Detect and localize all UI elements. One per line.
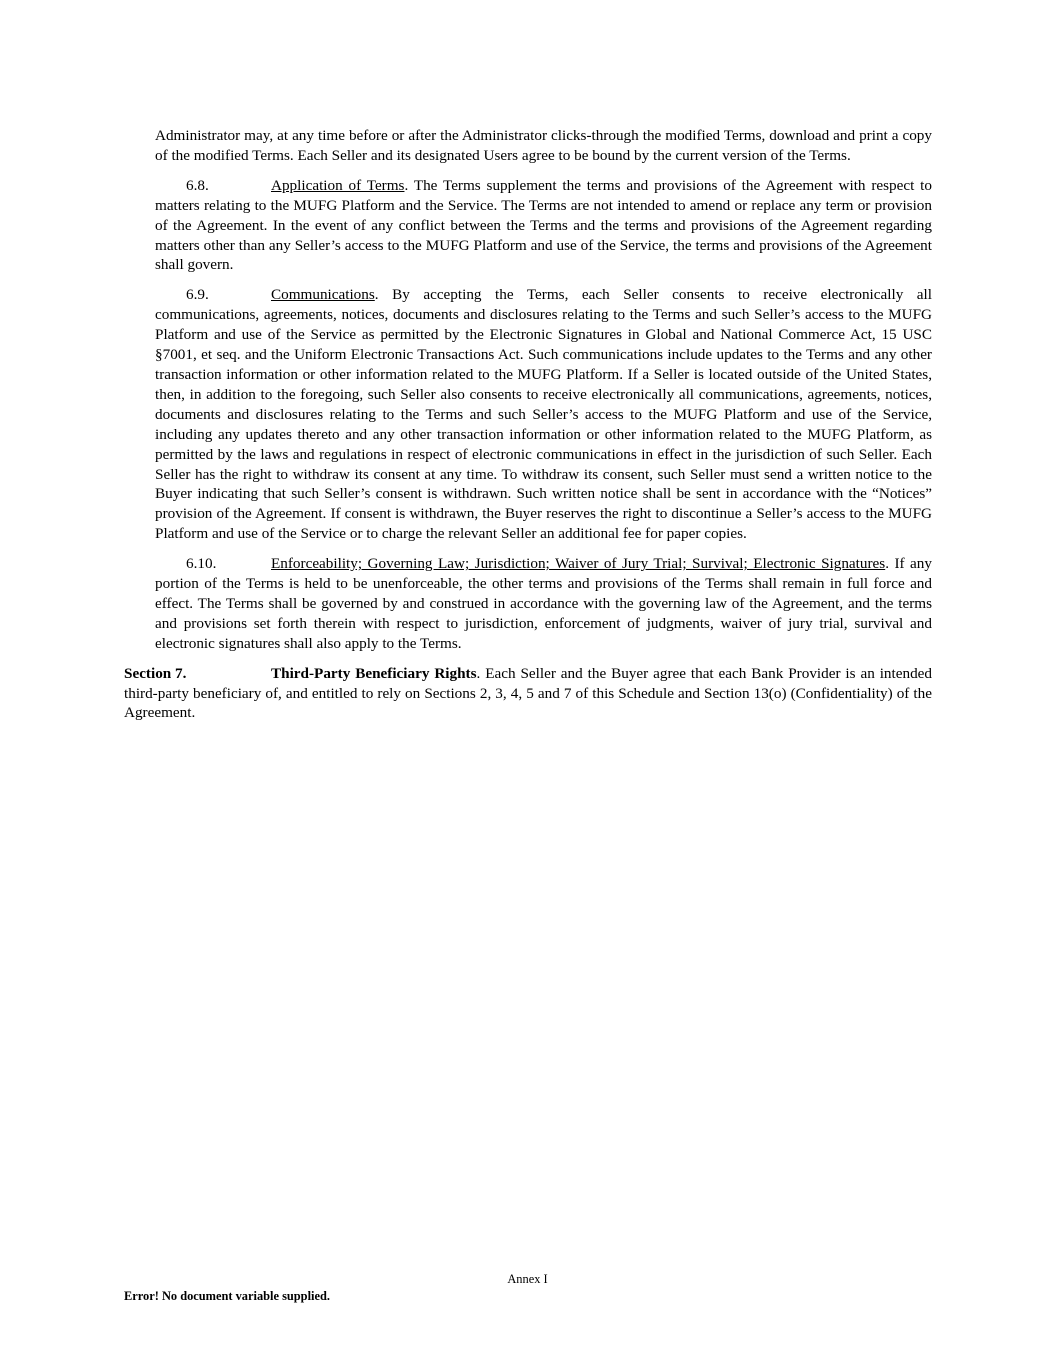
section-7-body: . Each Seller and the Buyer agree that each Bank Provider is an intended third-party beneficiary of, and entitled to rely on Sections 2, 3, 4, 5 and 7 of this Schedule and Section 13(o) (Confidentiality) of the Agreement. — [124, 664, 932, 722]
document-body — [124, 126, 932, 723]
section-6-9 — [124, 285, 932, 544]
section-body: . If any portion of the Terms is held to be unenforceable, the other terms and provisions of the Terms shall remain in full force and effect. The Terms shall be governed by and construed in accordance with the governing law of the Agreement, and the terms and provisions set forth therein with respect to jurisdiction, enforcement of judgments, waiver of jury trial, survival and electronic signatures shall also apply to the Terms. — [155, 555, 932, 652]
footer-error-text: Error! No document variable supplied. — [124, 1289, 330, 1303]
section-heading: Application of Terms — [271, 176, 405, 194]
section-heading: Enforceability; Governing Law; Jurisdiction; Waiver of Jury Trial; Survival; Electronic Signatures — [271, 555, 886, 573]
section-heading: Communications — [271, 286, 375, 304]
section-7-number: Section 7. — [124, 664, 187, 682]
section-number: 6.8. — [186, 176, 209, 194]
section-number: 6.9. — [186, 286, 209, 304]
section-body: . By accepting the Terms, each Seller consents to receive electronically all communications, agreements, notices, documents and disclosures relating to the Terms and such Seller’s access to the MUFG Platform and use of the Service as permitted by the Electronic Signatures in Global and National Commerce Act, 15 USC §7001, et seq. and the Uniform Electronic Transactions Act. Such communications include updates to the Terms and any other transaction information or other information related to the MUFG Platform. If a Seller is located outside of the United States, then, in addition to the foregoing, such Seller also consents to receive electronically all communications, agreements, notices, documents and disclosures relating to the Terms and such Seller’s access to the MUFG Platform and use of the Service, including any updates thereto and any other transaction information or other information related to the MUFG Platform, as permitted by the laws and regulations in respect of electronic communications in effect in the jurisdiction of such Seller. Each Seller has the right to withdraw its consent at any time. To withdraw its consent, such Seller must send a written notice to the Buyer indicating that such Seller’s consent is withdrawn. Such written notice shall be sent in accordance with the “Notices” provision of the Agreement. If consent is withdrawn, the Buyer reserves the right to discontinue a Seller’s access to the MUFG Platform and use of the Service or to charge the relevant Seller an additional fee for paper copies. — [155, 286, 932, 543]
footer-page-label: Annex I — [507, 1272, 548, 1286]
section-7 — [124, 664, 932, 724]
section-number: 6.10. — [186, 555, 217, 573]
section-6-10 — [124, 554, 932, 654]
section-6-8 — [124, 176, 932, 276]
section-body: . The Terms supplement the terms and provisions of the Agreement with respect to matters relating to the MUFG Platform and the Service. The Terms are not intended to amend or replace any term or provision of the Agreement. In the event of any conflict between the Terms and the terms and provisions of the Agreement regarding matters other than any Seller’s access to the MUFG Platform and use of the Service, the terms and provisions of the Agreement shall govern. — [155, 176, 932, 274]
section-7-heading: Third-Party Beneficiary Rights — [271, 664, 477, 682]
continuation-paragraph: Administrator may, at any time before or after the Administrator clicks-through the modified Terms, download and print a copy of the modified Terms. Each Seller and its designated Users agree to be bound by the current version of the Terms. — [155, 127, 932, 164]
